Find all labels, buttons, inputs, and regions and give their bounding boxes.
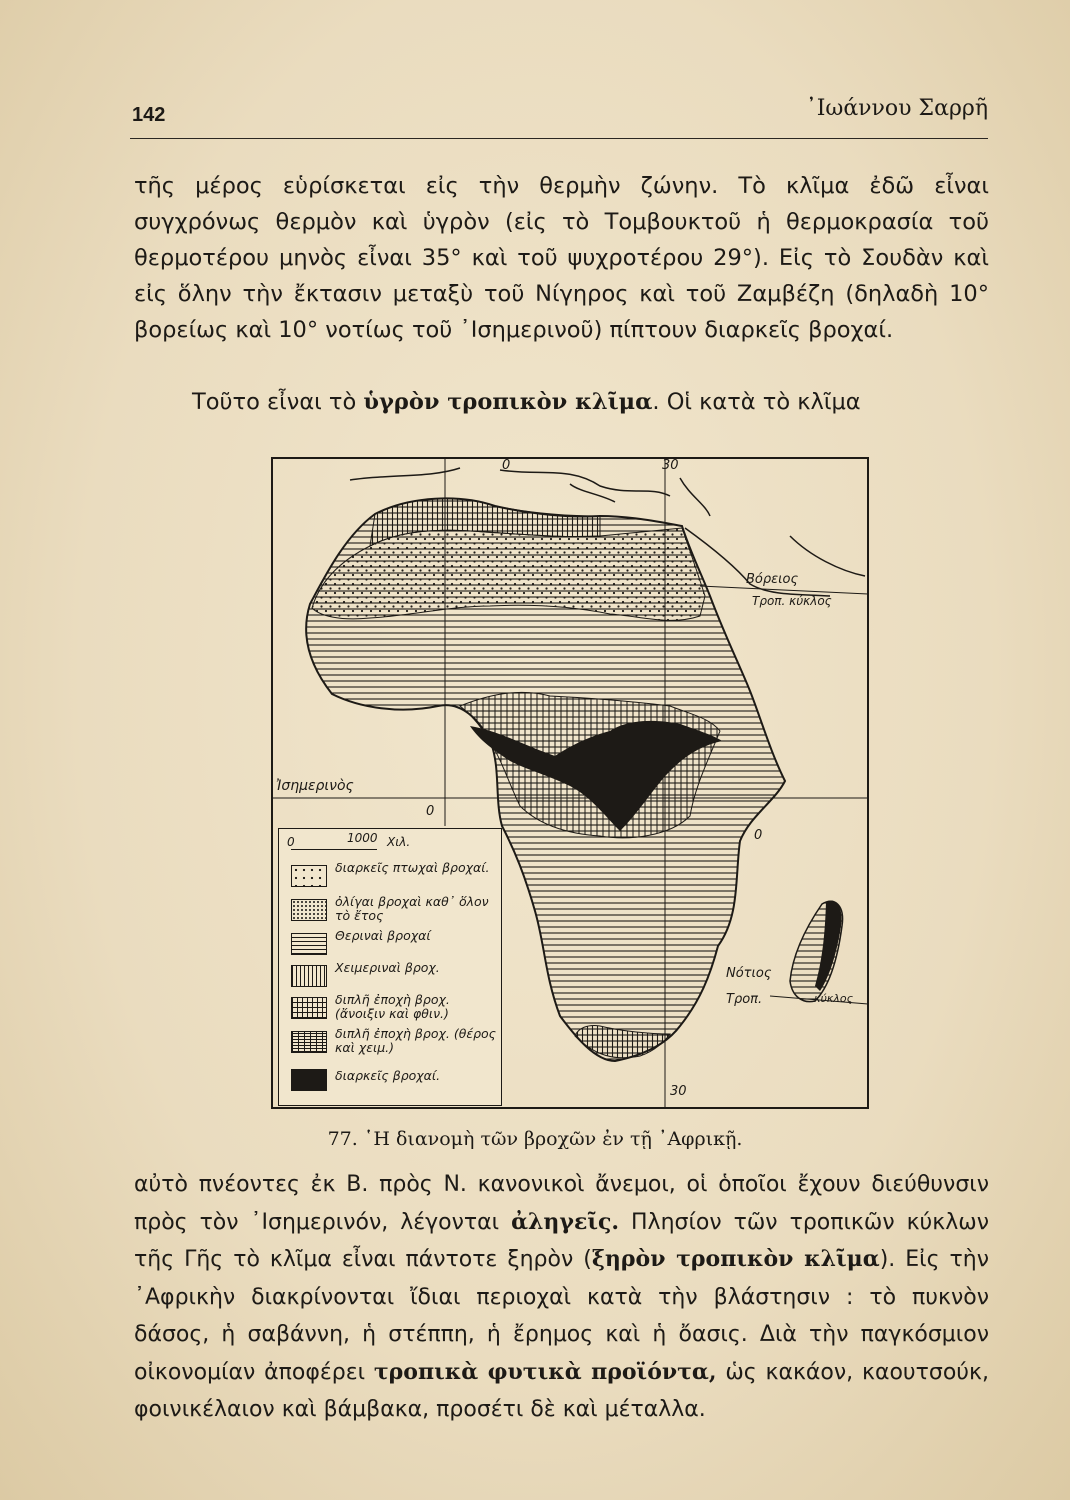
paragraph-humid-tropical	[134, 384, 989, 420]
meridian-0-bottom-label: 0	[754, 828, 763, 843]
southern-tropic-label-2: Τροπ.	[726, 992, 763, 1007]
legend-label: Θεριναὶ βροχαί	[335, 928, 431, 943]
vertical-lines-swatch	[291, 965, 327, 987]
scale-zero: 0	[287, 835, 295, 849]
scale-bar	[287, 831, 487, 857]
horizontal-lines-swatch	[291, 933, 327, 955]
legend-label: διαρκεῖς βροχαί.	[335, 1068, 441, 1083]
solid-black-swatch	[291, 1069, 327, 1091]
running-head: ᾿Ιωάννου Σαρρῆ	[805, 96, 988, 121]
page-number: 142	[132, 104, 166, 126]
legend-label: Χειμεριναὶ βροχ.	[335, 960, 440, 975]
legend-item-summer-rain	[291, 929, 496, 959]
equator-zero-label: 0	[426, 804, 435, 819]
term-humid-tropical-climate: ὑγρὸν τροπικὸν κλῖμα	[363, 389, 653, 415]
sparse-dots-swatch	[291, 865, 327, 887]
legend-item-double-season-summer-winter	[291, 1027, 496, 1057]
legend-item-light-rain	[291, 895, 496, 925]
equator-label: Ἰσημερινὸς	[276, 778, 354, 794]
legend-label: διπλῆ ἐποχὴ βροχ. (ἄνοιξιν καὶ φθιν.)	[335, 992, 450, 1021]
paragraph-text: αὐτὸ πνέοντες ἐκ Β. πρὸς Ν. κανονικοὶ ἄνεμοι, οἱ ὁποῖοι ἔχουν διεύθυνσιν πρὸς τὸν ᾿Ισημερινόν, λέγονται	[134, 1172, 989, 1235]
paragraph-text: ὡς κακάον, καουτσούκ, φοινικέλαιον καὶ βάμβακα, προσέτι δὲ καὶ μέταλλα.	[134, 1359, 989, 1422]
grid-swatch	[291, 997, 327, 1019]
paragraph-text: Πλησίον τῶν τροπικῶν κύκλων τῆς Γῆς τὸ κλῖμα εἶναι πάντοτε ξηρὸν (	[134, 1209, 989, 1272]
scale-line	[291, 849, 377, 850]
legend-label: διπλῆ ἐποχὴ βροχ. (θέρος καὶ χειμ.)	[335, 1026, 497, 1055]
term-trade-winds: ἀληγεῖς.	[511, 1208, 620, 1235]
paragraph-text: . Οἱ κατὰ τὸ κλῖμα	[652, 389, 861, 415]
scale-unit: Χιλ.	[387, 835, 411, 849]
legend-label: διαρκεῖς πτωχαὶ βροχαί.	[335, 860, 490, 875]
paragraph-text: Τοῦτο εἶναι τὸ	[192, 389, 357, 415]
paragraph-text: ). Εἰς τὴν ᾿Αφρικὴν διακρίνονται ἴδιαι περιοχαὶ κατὰ τὴν βλάστησιν : τὸ πυκνὸν δάσος, ἡ σαβάννη, ἡ στέππη, ἡ ἔρημος καὶ ἡ ὄασις. Διὰ τὴν παγκόσμιον οἰκονομίαν ἀποφέρει	[134, 1247, 990, 1385]
legend-item-constant-rain	[291, 1065, 496, 1095]
meridian-0-top-label: 0	[502, 458, 511, 473]
scale-value: 1000	[347, 831, 378, 845]
northern-tropic-label-1: Βόρειος	[746, 572, 799, 587]
meridian-30-top-label: 30	[662, 458, 679, 473]
dense-dots-swatch	[291, 899, 327, 921]
northern-tropic-label-2: Τροπ. κύκλος	[752, 594, 832, 608]
southern-tropic-label-1: Νότιος	[726, 966, 772, 981]
figure-africa-rainfall-map	[270, 456, 870, 1110]
header-rule	[130, 138, 988, 139]
term-tropical-plant-products: τροπικὰ φυτικὰ προϊόντα,	[373, 1358, 717, 1385]
grid-dense-swatch	[291, 1031, 327, 1053]
southern-tropic-label-3: κύκλος	[814, 992, 854, 1005]
paragraph-climate-intro: τῆς μέρος εὑρίσκεται εἰς τὴν θερμὴν ζώνην. Τὸ κλῖμα ἐδῶ εἶναι συγχρόνως θερμὸν καὶ ὑγρὸν (εἰς τὸ Τομβουκτοῦ ἡ θερμοκρασία τοῦ θερμοτέρου μηνὸς εἶναι 35° καὶ τοῦ ψυχροτέρου 29°). Εἰς τὸ Σουδὰν καὶ εἰς ὅλην τὴν ἔκτασιν μεταξὺ τοῦ Νίγηρος καὶ τοῦ Ζαμβέζη (δηλαδὴ 10° βορείως καὶ 10° νοτίως τοῦ ᾿Ισημερινοῦ) πίπτουν διαρκεῖς βροχαί.	[134, 173, 989, 343]
term-dry-tropical-climate: ξηρὸν τροπικὸν κλῖμα	[591, 1246, 880, 1272]
figure-caption: 77. ῾Η διανομὴ τῶν βροχῶν ἐν τῇ ᾿Αφρικῇ.	[327, 1128, 743, 1150]
paragraph-trade-winds	[134, 1166, 989, 1429]
legend-item-double-season-spring-autumn	[291, 993, 496, 1023]
legend-label: ὀλίγαι βροχαὶ καθ᾿ ὅλον τὸ ἔτος	[335, 894, 489, 923]
legend-item-sparse-rain	[291, 861, 496, 891]
legend-item-winter-rain	[291, 961, 496, 991]
map-legend	[278, 828, 502, 1106]
meridian-30-bottom-label: 30	[670, 1084, 687, 1099]
